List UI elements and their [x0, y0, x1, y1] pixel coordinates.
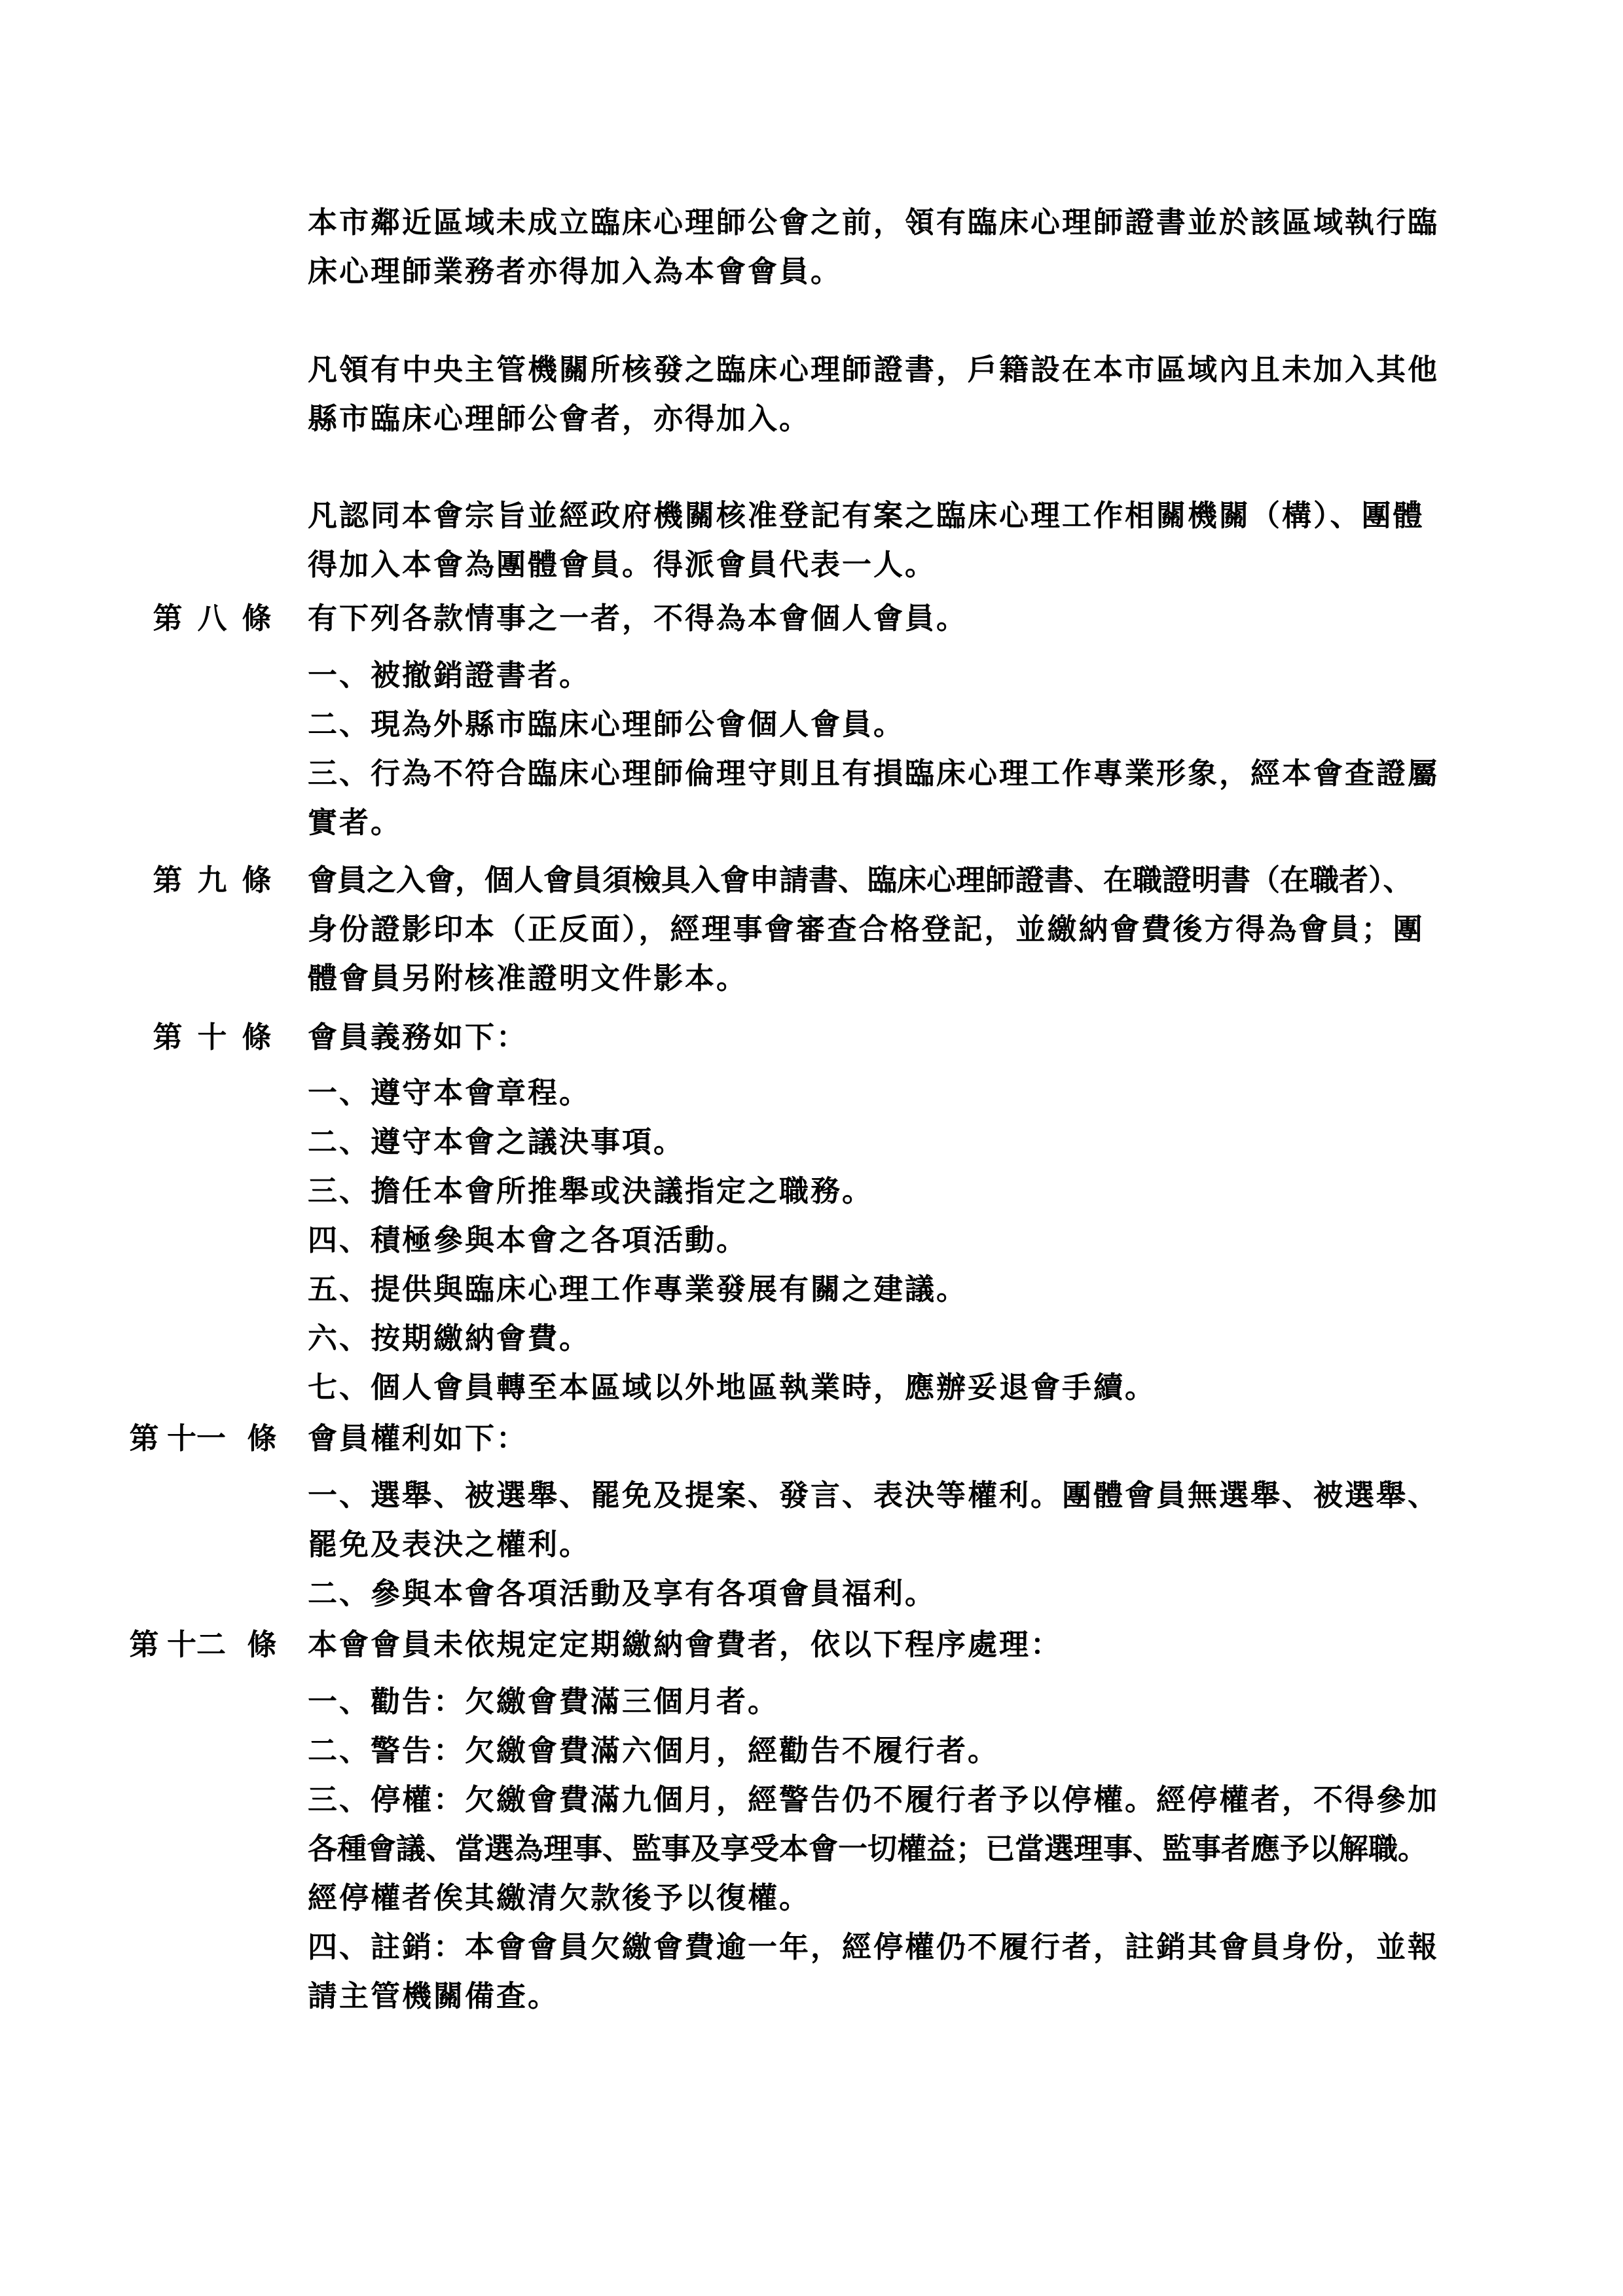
article-8-line: 有下列各款情事之一者，不得為本會個人會員。: [308, 601, 968, 636]
article-10-heading: 第 十 條: [153, 1020, 272, 1054]
article-12-line: 請主管機關備查。: [308, 1979, 560, 2013]
paragraph-1-line-2: 床心理師業務者亦得加入為本會會員。: [308, 254, 843, 289]
article-10-line: 會員義務如下：: [308, 1020, 528, 1054]
article-10-line: 四、積極參與本會之各項活動。: [308, 1223, 748, 1257]
paragraph-3-line-2: 得加入本會為團體會員。得派會員代表一人。: [308, 547, 937, 582]
article-12-line: 一、勸告：欠繳會費滿三個月者。: [308, 1684, 780, 1719]
article-11-line: 會員權利如下：: [308, 1421, 528, 1456]
article-11-line: 罷免及表決之權利。: [308, 1527, 591, 1562]
article-10-line: 一、遵守本會章程。: [308, 1075, 591, 1110]
article-9-heading: 第 九 條: [153, 863, 272, 897]
article-9-line: 會員之入會，個人會員須檢具入會申請書、臨床心理師證書、在職證明書（在職者）、: [308, 863, 1413, 897]
article-12-line: 四、註銷：本會會員欠繳會費逾一年，經停權仍不履行者，註銷其會員身份，並報: [308, 1929, 1440, 1964]
article-8-line: 一、被撤銷證書者。: [308, 658, 591, 692]
article-8-line: 三、行為不符合臨床心理師倫理守則且有損臨床心理工作專業形象，經本會查證屬: [308, 756, 1440, 791]
article-9-line: 體會員另附核准證明文件影本。: [308, 961, 748, 996]
article-11-line: 二、參與本會各項活動及享有各項會員福利。: [308, 1576, 937, 1611]
article-10-line: 六、按期繳納會費。: [308, 1321, 591, 1355]
article-11-heading: 第 十一 條: [129, 1421, 277, 1456]
article-12-heading: 第 十二 條: [129, 1627, 277, 1662]
article-8-heading: 第 八 條: [153, 601, 272, 636]
article-10-line: 三、擔任本會所推舉或決議指定之職務。: [308, 1174, 874, 1208]
article-9-line: 身份證影印本（正反面），經理事會審查合格登記，並繳納會費後方得為會員；團: [308, 912, 1425, 946]
article-8-line: 二、現為外縣市臨床心理師公會個人會員。: [308, 707, 905, 742]
article-10-line: 二、遵守本會之議決事項。: [308, 1124, 685, 1159]
article-8-line: 實者。: [308, 805, 403, 840]
paragraph-2-line-1: 凡領有中央主管機關所核發之臨床心理師證書，戶籍設在本市區域內且未加入其他: [308, 352, 1440, 387]
paragraph-3-line-1: 凡認同本會宗旨並經政府機關核准登記有案之臨床心理工作相關機關（構）、團體: [308, 498, 1425, 533]
article-12-line: 經停權者俟其繳清欠款後予以復權。: [308, 1880, 811, 1915]
article-12-line: 各種會議、當選為理事、監事及享受本會一切權益；已當選理事、監事者應予以解職。: [308, 1831, 1428, 1866]
article-12-line: 二、警告：欠繳會費滿六個月，經勸告不履行者。: [308, 1733, 1000, 1768]
article-11-line: 一、選舉、被選舉、罷免及提案、發言、表決等權利。團體會員無選舉、被選舉、: [308, 1478, 1440, 1513]
article-10-line: 七、個人會員轉至本區域以外地區執業時，應辦妥退會手續。: [308, 1370, 1157, 1405]
article-12-line: 本會會員未依規定定期繳納會費者，依以下程序處理：: [308, 1627, 1063, 1662]
paragraph-2-line-2: 縣市臨床心理師公會者，亦得加入。: [308, 401, 811, 436]
article-10-line: 五、提供與臨床心理工作專業發展有關之建議。: [308, 1272, 968, 1306]
paragraph-1-line-1: 本市鄰近區域未成立臨床心理師公會之前，領有臨床心理師證書並於該區域執行臨: [308, 205, 1440, 240]
article-12-line: 三、停權：欠繳會費滿九個月，經警告仍不履行者予以停權。經停權者，不得參加: [308, 1782, 1440, 1817]
